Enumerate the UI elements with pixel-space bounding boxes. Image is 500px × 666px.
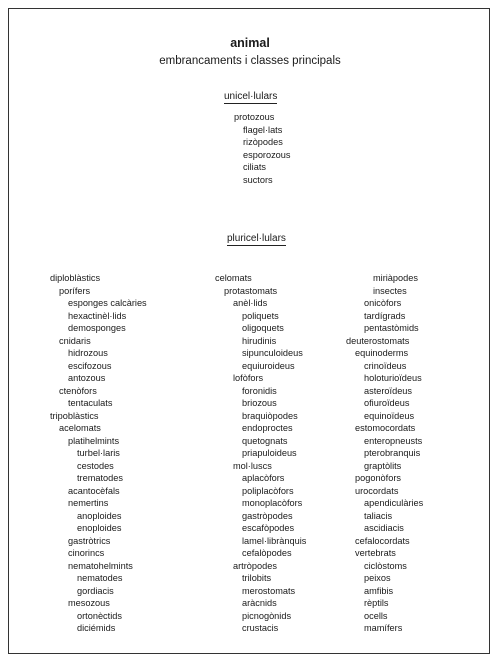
- list-item: sipunculoideus: [242, 348, 303, 358]
- list-item: aplacòfors: [242, 473, 285, 483]
- list-item: quetognats: [242, 435, 288, 446]
- list-item: porífers: [59, 285, 91, 296]
- list-item: artròpodes: [233, 560, 277, 571]
- list-item: trilobits: [242, 573, 272, 583]
- list-item: priapuloideus: [242, 448, 297, 458]
- list-item: hidrozous: [68, 348, 108, 358]
- list-item: esporozous: [243, 149, 291, 160]
- list-item: nematohelmints: [68, 560, 133, 571]
- list-item: mamífers: [364, 623, 403, 633]
- list-item: taliacis: [364, 510, 393, 521]
- list-item: anoploides: [77, 510, 122, 521]
- list-item: rèptils: [364, 598, 389, 608]
- list-item: enteropneusts: [364, 435, 423, 446]
- list-item: lofòfors: [233, 373, 264, 383]
- list-item: graptòlits: [364, 460, 402, 471]
- list-item: insectes: [373, 285, 407, 296]
- list-item: gastròtrics: [68, 535, 111, 546]
- list-item: poliplacòfors: [242, 485, 294, 496]
- list-item: crinoïdeus: [364, 360, 407, 371]
- list-item: aràcnids: [242, 598, 277, 608]
- list-item: estomocordats: [355, 423, 416, 433]
- list-item: deuterostomats: [346, 335, 410, 346]
- list-item: nemertins: [68, 498, 109, 508]
- list-item: diciémids: [77, 623, 116, 633]
- list-item: apendiculàries: [364, 498, 424, 508]
- list-item: endoproctes: [242, 423, 293, 433]
- list-item: braquiòpodes: [242, 410, 298, 421]
- page-subtitle: embrancaments i classes principals: [159, 55, 341, 67]
- list-item: cefalòpodes: [242, 548, 292, 558]
- pluricellular-column-1: [50, 272, 147, 635]
- list-item: cinorincs: [68, 548, 105, 558]
- page-title: animal: [230, 36, 270, 50]
- list-item: demosponges: [68, 323, 126, 333]
- list-item: celomats: [215, 273, 252, 283]
- list-item: holoturioïdeus: [364, 373, 422, 383]
- list-item: crustacis: [242, 623, 279, 633]
- list-item: enoploides: [77, 523, 122, 533]
- list-item: anèl·lids: [233, 298, 268, 308]
- list-item: mol·luscs: [233, 460, 272, 471]
- list-item: amfibis: [364, 585, 394, 596]
- list-item: protozous: [234, 112, 275, 122]
- list-item: ciliats: [243, 162, 266, 172]
- unicellular-list: [234, 111, 291, 186]
- list-item: hexactinèl·lids: [68, 310, 127, 321]
- list-item: ofiuroïdeus: [364, 398, 410, 408]
- list-item: lamel·librànquis: [242, 535, 307, 546]
- list-item: tentaculats: [68, 398, 113, 408]
- list-item: mesozous: [68, 598, 110, 608]
- list-item: turbel·laris: [77, 448, 120, 458]
- list-item: equinoderms: [355, 348, 409, 358]
- list-item: picnogònids: [242, 610, 292, 621]
- list-item: escifozous: [68, 360, 112, 371]
- list-item: pentastòmids: [364, 323, 419, 333]
- list-item: gastròpodes: [242, 510, 293, 521]
- list-item: rizòpodes: [243, 137, 283, 147]
- list-item: briozous: [242, 398, 277, 408]
- list-item: diploblàstics: [50, 273, 101, 283]
- list-item: cestodes: [77, 460, 114, 471]
- list-item: urocordats: [355, 485, 399, 496]
- list-item: acantocèfals: [68, 485, 120, 496]
- list-item: oligoquets: [242, 323, 284, 333]
- list-item: equiuroideus: [242, 360, 295, 371]
- list-item: peixos: [364, 573, 391, 583]
- section-heading-pluricellular: pluricel·lulars: [227, 233, 286, 244]
- list-item: platihelmints: [68, 435, 120, 446]
- section-heading-unicellular: unicel·lulars: [224, 91, 278, 102]
- list-item: pogonòfors: [355, 473, 401, 483]
- pluricellular-column-2: [215, 272, 306, 635]
- list-item: monoplacòfors: [242, 498, 303, 508]
- list-item: foronidis: [242, 385, 277, 396]
- list-item: ocells: [364, 610, 388, 621]
- list-item: antozous: [68, 373, 106, 383]
- list-item: equinoïdeus: [364, 410, 415, 421]
- list-item: ciclòstoms: [364, 560, 407, 571]
- list-item: merostomats: [242, 585, 296, 596]
- list-item: asteroïdeus: [364, 385, 413, 396]
- list-item: miriàpodes: [373, 273, 418, 283]
- list-item: vertebrats: [355, 548, 396, 558]
- list-item: tardígrads: [364, 310, 406, 321]
- list-item: poliquets: [242, 310, 279, 321]
- list-item: escafòpodes: [242, 523, 295, 533]
- pluricellular-column-3: [346, 272, 423, 635]
- list-item: pterobranquis: [364, 448, 421, 458]
- list-item: flagel·lats: [243, 124, 283, 135]
- list-item: suctors: [243, 174, 273, 185]
- list-item: protastomats: [224, 285, 278, 296]
- list-item: nematodes: [77, 573, 123, 583]
- list-item: ctenòfors: [59, 385, 97, 396]
- list-item: ortonèctids: [77, 610, 122, 621]
- list-item: onicòfors: [364, 298, 402, 308]
- list-item: cnidaris: [59, 335, 91, 346]
- list-item: gordiacis: [77, 585, 114, 596]
- list-item: ascidiacis: [364, 523, 404, 533]
- list-item: cefalocordats: [355, 535, 410, 546]
- list-item: esponges calcàries: [68, 298, 147, 308]
- list-item: tripoblàstics: [50, 410, 99, 421]
- list-item: trematodes: [77, 473, 123, 483]
- list-item: acelomats: [59, 423, 101, 433]
- list-item: hirudinis: [242, 335, 277, 346]
